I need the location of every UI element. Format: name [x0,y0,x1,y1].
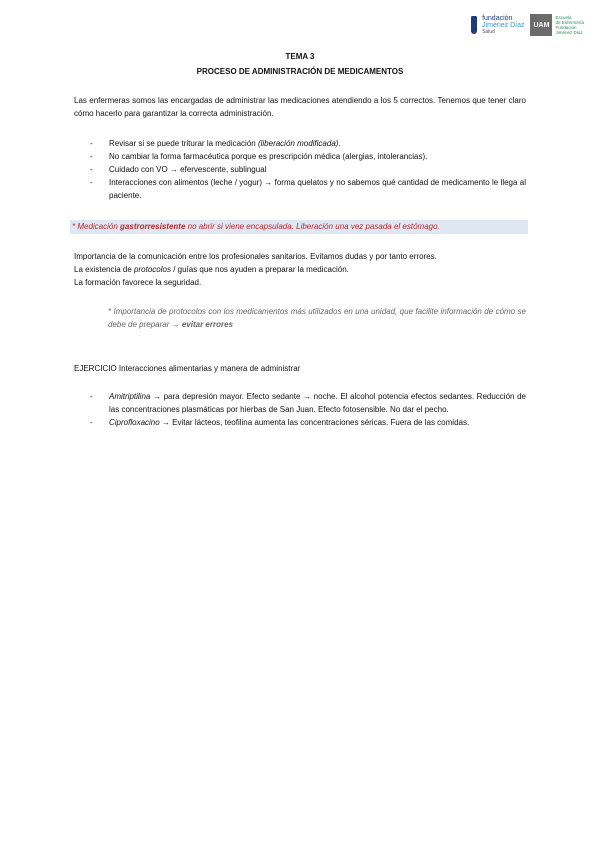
protocols-note: * Importancia de protocolos con los medicamentos más utilizados en una unidad, que facilite información de cómo se debe de preparar → evitar errores [108,307,526,329]
uam-logo [530,14,584,36]
fjd-logo-icon [470,14,479,36]
list-item: - No cambiar la forma farmacéutica porque es prescripción médica (alergias, intolerancias). [90,150,526,163]
header-logos [470,14,584,36]
gastroresistant-note: * Medicación gastrorresistente no abrir si viene encapsulada. Liberación una vez pasada el estómago. [70,220,528,234]
uam-logo-box: UAM [530,14,552,36]
uam-logo-line3: Fundación [555,25,577,30]
list-item: - Revisar si se puede triturar la medicación (liberación modificada). [90,137,526,150]
list-item: - Ciprofloxacino → Evitar lácteos, teofilina aumenta las concentraciones séricas. Fuera de las comidas. [90,416,526,429]
communication-line1: Importancia de la comunicación entre los profesionales sanitarios. Evitamos dudas y por tanto errores. [74,252,437,261]
list-item: - Interacciones con alimentos (leche / yogur) → forma quelatos y no sabemos qué cantidad de medicamento le llega al paciente. [90,176,526,202]
uam-logo-text [555,15,584,35]
uam-logo-line1: Escuela [555,15,572,20]
list-item: - Cuidado con VO → efervescente, sublingual [90,163,526,176]
fjd-logo-line1: fundación [482,14,513,22]
fjd-logo-line2: Jiménez Díaz [482,21,525,29]
fjd-logo-line3: Salud [482,28,495,35]
communication-line2: La existencia de protocolos / guías que nos ayuden a preparar la medicación. [74,265,349,274]
fjd-logo [470,14,524,36]
exercise-title: EJERCICIO Interacciones alimentarias y manera de administrar [74,364,301,373]
communication-line3: La formación favorece la seguridad. [74,278,202,287]
uam-logo-line2: de Enfermería [555,20,584,25]
bullet-list-2 [90,390,526,429]
intro-paragraph: Las enfermeras somos las encargadas de administrar las medicaciones atendiendo a los 5 correctos. Tenemos que tener claro cómo hacerlo para garantizar la correcta administración. [74,96,526,118]
document-title-line1: TEMA 3 [285,52,315,61]
communication-paragraph [74,250,526,289]
document-title-line2: PROCESO DE ADMINISTRACIÓN DE MEDICAMENTOS [196,67,404,76]
bullet-list-1 [90,137,526,202]
list-item: - Amitriptilina → para depresión mayor. Efecto sedante → noche. El alcohol potencia efectos sedantes. Reducción de las concentraciones plasmáticas por hierbas de San Juan. Efecto fotosensible. No dar el pecho. [90,390,526,416]
fjd-logo-text [482,15,524,36]
uam-logo-line4: Jiménez Díaz [555,30,583,35]
